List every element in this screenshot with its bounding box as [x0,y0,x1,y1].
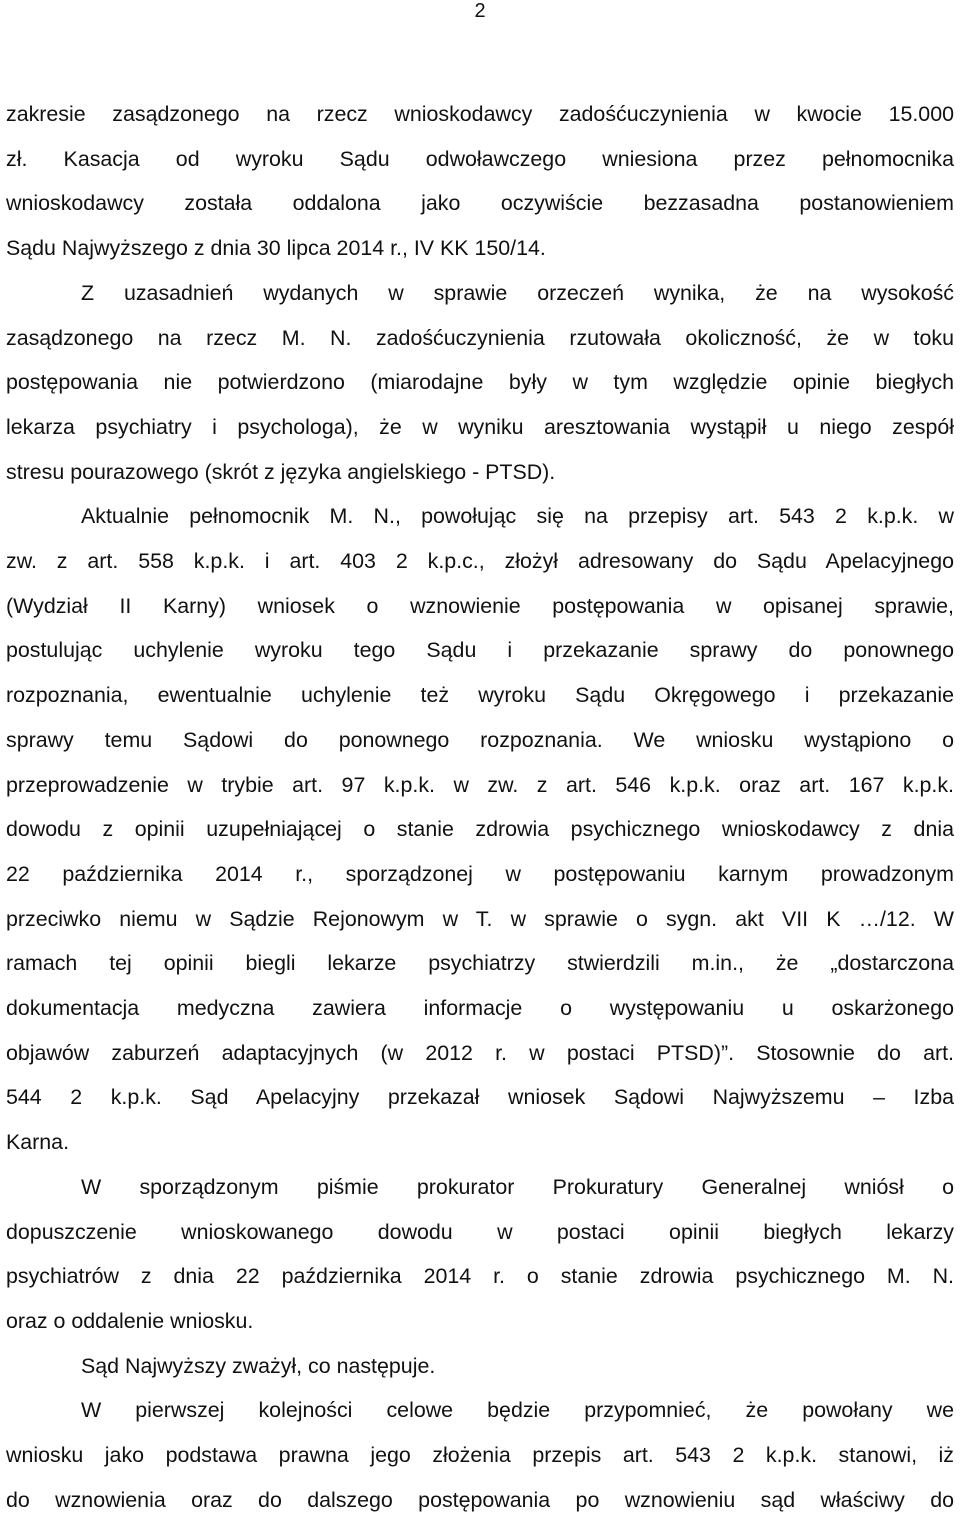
document-body [6,92,954,1523]
text-line: W sporządzonym piśmie prokurator Prokuratury Generalnej wniósł o [81,1174,954,1199]
text-line: zw. z art. 558 k.p.k. i art. 403 2 k.p.c., złożył adresowany do Sądu Apelacyjnego [6,549,954,574]
text-line: W pierwszej kolejności celowe będzie przypomnieć, że powołany we [81,1398,954,1423]
text-line: Aktualnie pełnomocnik M. N., powołując się na przepisy art. 543 2 k.p.k. w [81,504,954,529]
text-line: stresu pourazowego (skrót z języka angielskiego - PTSD). [6,459,556,484]
text-line: zasądzonego na rzecz M. N. zadośćuczynienia rzutowała okoliczność, że w toku [6,325,954,350]
text-line: sprawy temu Sądowi do ponownego rozpoznania. We wniosku wystąpiono o [6,727,954,752]
text-line: lekarza psychiatry i psychologa), że w wyniku aresztowania wystąpił u niego zespół [6,414,954,439]
text-line: dowodu z opinii uzupełniającej o stanie zdrowia psychicznego wnioskodawcy z dnia [6,817,954,842]
text-line: Z uzasadnień wydanych w sprawie orzeczeń wynika, że na wysokość [81,280,954,305]
text-line: dopuszczenie wnioskowanego dowodu w postaci opinii biegłych lekarzy [6,1219,954,1244]
page-number: 2 [474,0,486,22]
text-line: ramach tej opinii biegli lekarze psychiatrzy stwierdzili m.in., że „dostarczona [6,951,954,976]
text-line: dokumentacja medyczna zawiera informacje o występowaniu u oskarżonego [6,996,954,1021]
text-line: (Wydział II Karny) wniosek o wznowienie postępowania w opisanej sprawie, [6,593,954,618]
text-line: wnioskodawcy została oddalona jako oczywiście bezzasadna postanowieniem [6,191,954,216]
text-line: Sąd Najwyższy zważył, co następuje. [81,1353,436,1378]
text-line: przeprowadzenie w trybie art. 97 k.p.k. w zw. z art. 546 k.p.k. oraz art. 167 k.p.k. [6,772,954,797]
text-line: wniosku jako podstawa prawna jego złożenia przepis art. 543 2 k.p.k. stanowi, iż [6,1443,954,1468]
text-line: 544 2 k.p.k. Sąd Apelacyjny przekazał wniosek Sądowi Najwyższemu – Izba [6,1085,954,1110]
text-line: objawów zaburzeń adaptacyjnych (w 2012 r. w postaci PTSD)”. Stosownie do art. [6,1040,954,1065]
text-line: przeciwko niemu w Sądzie Rejonowym w T. w sprawie o sygn. akt VII K …/12. W [6,906,954,931]
text-line: postulując uchylenie wyroku tego Sądu i przekazanie sprawy do ponownego [6,638,954,663]
text-line: oraz o oddalenie wniosku. [6,1308,254,1333]
text-line: Karna. [6,1130,70,1155]
text-line: rozpoznania, ewentualnie uchylenie też wyroku Sądu Okręgowego i przekazanie [6,683,954,708]
text-line: Sądu Najwyższego z dnia 30 lipca 2014 r., IV KK 150/14. [6,236,546,261]
text-line: do wznowienia oraz do dalszego postępowania po wznowieniu sąd właściwy do [6,1487,954,1512]
text-line: psychiatrów z dnia 22 października 2014 r. o stanie zdrowia psychicznego M. N. [6,1264,954,1289]
text-line: zł. Kasacja od wyroku Sądu odwoławczego wniesiona przez pełnomocnika [6,146,954,171]
text-line: 22 października 2014 r., sporządzonej w postępowaniu karnym prowadzonym [6,861,954,886]
text-line: postępowania nie potwierdzono (miarodajne były w tym względzie opinie biegłych [6,370,954,395]
text-line: zakresie zasądzonego na rzecz wnioskodawcy zadośćuczynienia w kwocie 15.000 [6,102,954,126]
